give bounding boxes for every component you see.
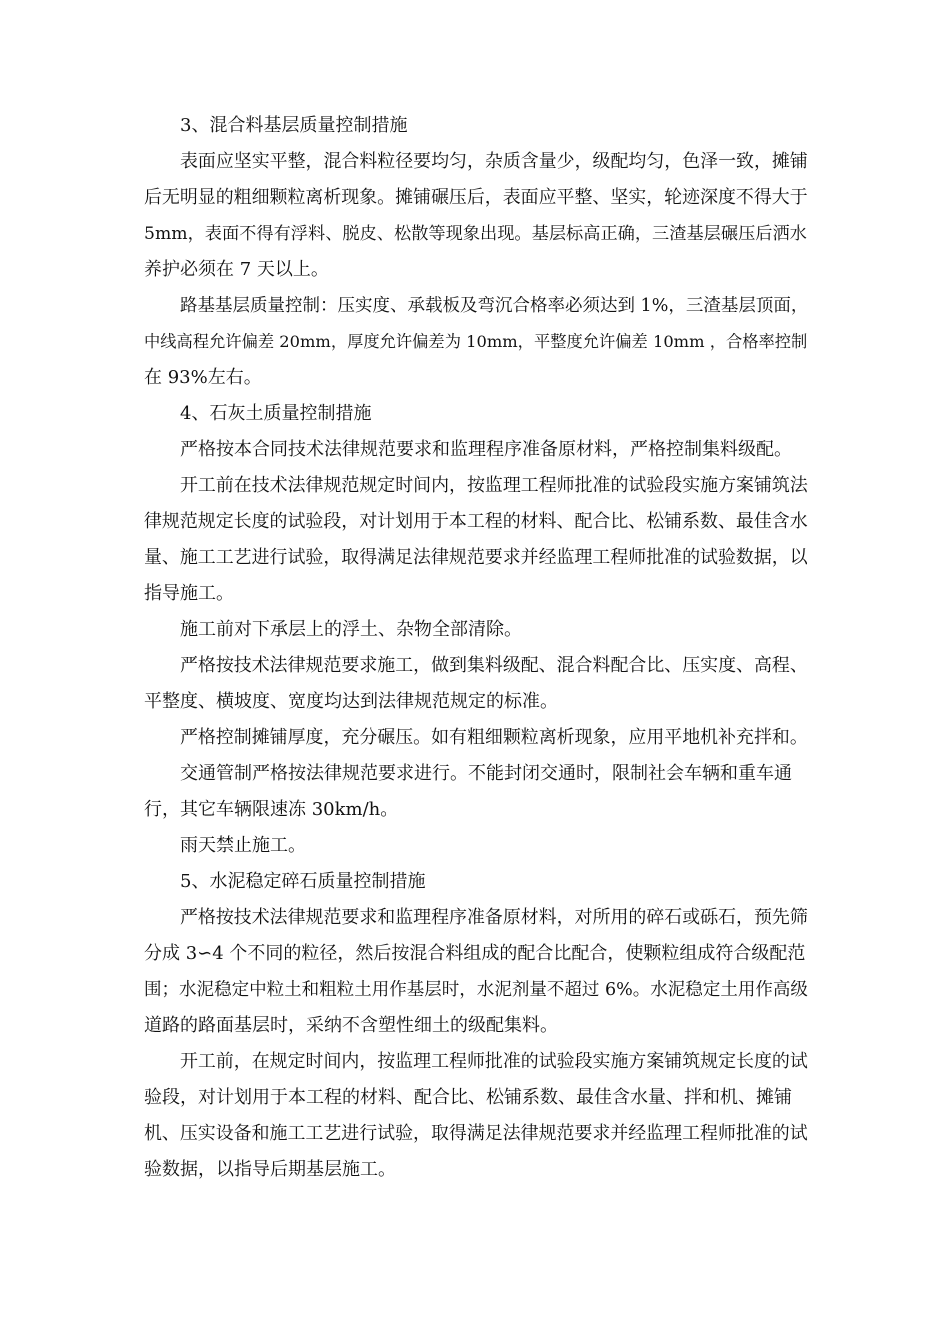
paragraph-line: 路基基层质量控制：压实度、承载板及弯沉合格率必须达到 1%，三渣基层顶面，	[180, 296, 809, 316]
section-heading-4: 4、石灰土质量控制措施	[180, 403, 372, 424]
paragraph-line: 养护必须在 7 天以上。	[144, 259, 329, 280]
section-heading-5: 5、水泥稳定碎石质量控制措施	[180, 871, 426, 892]
paragraph-line: 道路的路面基层时，采纳不含塑性细土的级配集料。	[144, 1015, 558, 1036]
paragraph-line: 施工前对下承层上的浮土、杂物全部清除。	[180, 619, 522, 640]
paragraph-line: 在 93%左右。	[144, 367, 262, 388]
paragraph-line: 严格按本合同技术法律规范要求和监理程序准备原材料，严格控制集料级配。	[180, 439, 792, 460]
paragraph-line: 中线高程允许偏差 20mm，厚度允许偏差为 10mm，平整度允许偏差 10mm ，合格率控制	[144, 332, 808, 351]
paragraph-line: 严格控制摊铺厚度，充分碾压。如有粗细颗粒离析现象，应用平地机补充拌和。	[180, 727, 808, 748]
paragraph-line: 量、施工工艺进行试验，取得满足法律规范要求并经监理工程师批准的试验数据，以	[144, 547, 808, 568]
paragraph-line: 表面应坚实平整，混合料粒径要均匀，杂质含量少，级配均匀，色泽一致，摊铺	[180, 151, 808, 172]
paragraph-line: 平整度、横坡度、宽度均达到法律规范规定的标准。	[144, 691, 558, 712]
paragraph-line: 交通管制严格按法律规范要求进行。不能封闭交通时，限制社会车辆和重车通	[180, 763, 792, 784]
paragraph-line: 行，其它车辆限速冻 30km/h。	[144, 799, 399, 820]
paragraph-line: 验数据，以指导后期基层施工。	[144, 1159, 396, 1180]
paragraph-line: 开工前，在规定时间内，按监理工程师批准的试验段实施方案铺筑规定长度的试	[180, 1051, 808, 1072]
section-heading-3: 3、混合料基层质量控制措施	[180, 115, 408, 136]
paragraph-line: 律规范规定长度的试验段，对计划用于本工程的材料、配合比、松铺系数、最佳含水	[144, 511, 808, 532]
paragraph-line: 严格按技术法律规范要求施工，做到集料级配、混合料配合比、压实度、高程、	[180, 655, 808, 676]
paragraph-line: 开工前在技术法律规范规定时间内，按监理工程师批准的试验段实施方案铺筑法	[180, 475, 808, 496]
paragraph-line: 围；水泥稳定中粒土和粗粒土用作基层时，水泥剂量不超过 6%。水泥稳定土用作高级	[144, 980, 808, 1000]
paragraph-line: 机、压实设备和施工工艺进行试验，取得满足法律规范要求并经监理工程师批准的试	[144, 1123, 808, 1144]
paragraph-line: 验段，对计划用于本工程的材料、配合比、松铺系数、最佳含水量、拌和机、摊铺	[144, 1087, 792, 1108]
paragraph-line: 指导施工。	[144, 583, 234, 604]
paragraph-line: 严格按技术法律规范要求和监理程序准备原材料，对所用的碎石或砾石，预先筛	[180, 907, 808, 928]
paragraph-line: 5mm，表面不得有浮料、脱皮、松散等现象出现。基层标高正确，三渣基层碾压后洒水	[144, 224, 807, 244]
paragraph-line: 分成 3∽4 个不同的粒径，然后按混合料组成的配合比配合，使颗粒组成符合级配范	[144, 943, 806, 964]
paragraph-line: 后无明显的粗细颗粒离析现象。摊铺碾压后，表面应平整、坚实，轮迹深度不得大于	[144, 187, 808, 208]
paragraph-line: 雨天禁止施工。	[180, 835, 306, 856]
